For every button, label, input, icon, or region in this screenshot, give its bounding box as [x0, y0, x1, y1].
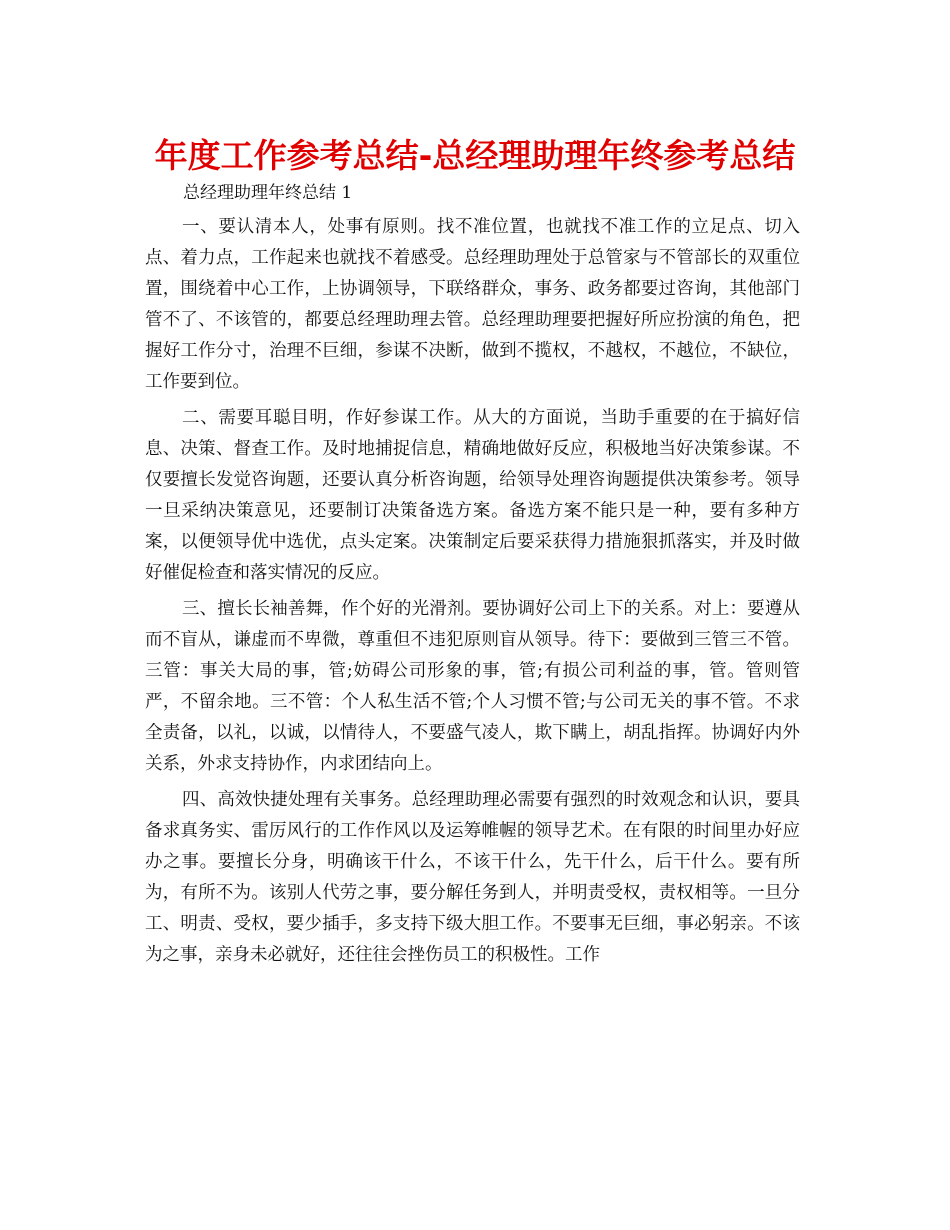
document-body: [145, 212, 800, 976]
paragraph-1: 一、要认清本人，处事有原则。找不准位置，也就找不准工作的立足点、切入点、着力点，工作起来也就找不着感受。总经理助理处于总管家与不管部长的双重位置，围绕着中心工作，上协调领导，下联络群众，事务、政务都要过咨询，其他部门管不了、不该管的，都要总经理助理去管。总经理助理要把握好所应扮演的角色，把握好工作分寸，治理不巨细，参谋不决断，做到不揽权，不越权，不越位，不缺位，工作要到位。: [145, 217, 800, 392]
document-title: 年度工作参考总结-总经理助理年终参考总结: [154, 136, 796, 175]
paragraph-4: 四、高效快捷处理有关事务。总经理助理必需要有强烈的时效观念和认识，要具备求真务实、雷厉风行的工作作风以及运筹帷幄的领导艺术。在有限的时间里办好应办之事。要擅长分身，明确该干什么，不该干什么，先干什么，后干什么。要有所为，有所不为。该别人代劳之事，要分解任务到人，并明责受权，责权相等。一旦分工、明责、受权，要少插手，多支持下级大胆工作。不要事无巨细，事必躬亲。不该为之事，亲身未必就好，还往往会挫伤员工的积极性。工作: [145, 790, 800, 965]
paragraph-2: 二、需要耳聪目明，作好参谋工作。从大的方面说，当助手重要的在于搞好信息、决策、督查工作。及时地捕捉信息，精确地做好反应，积极地当好决策参谋。不仅要擅长发觉咨询题，还要认真分析咨询题，给领导处理咨询题提供决策参考。领导一旦采纳决策意见，还要制订决策备选方案。备选方案不能只是一种，要有多种方案，以便领导优中选优，点头定案。决策制定后要采获得力措施狠抓落实，并及时做好催促检查和落实情况的反应。: [145, 408, 800, 583]
document-subtitle: 总经理助理年终总结 1: [183, 183, 353, 203]
paragraph-3: 三、擅长长袖善舞，作个好的光滑剂。要协调好公司上下的关系。对上：要遵从而不盲从，谦虚而不卑微，尊重但不违犯原则盲从领导。待下：要做到三管三不管。三管：事关大局的事，管;妨碍公司形象的事，管;有损公司利益的事，管。管则管严，不留余地。三不管：个人私生活不管;个人习惯不管;与公司无关的事不管。不求全责备，以礼，以诚，以情待人，不要盛气凌人，欺下瞒上，胡乱指挥。协调好内外关系，外求支持协作，内求团结向上。: [145, 599, 800, 774]
